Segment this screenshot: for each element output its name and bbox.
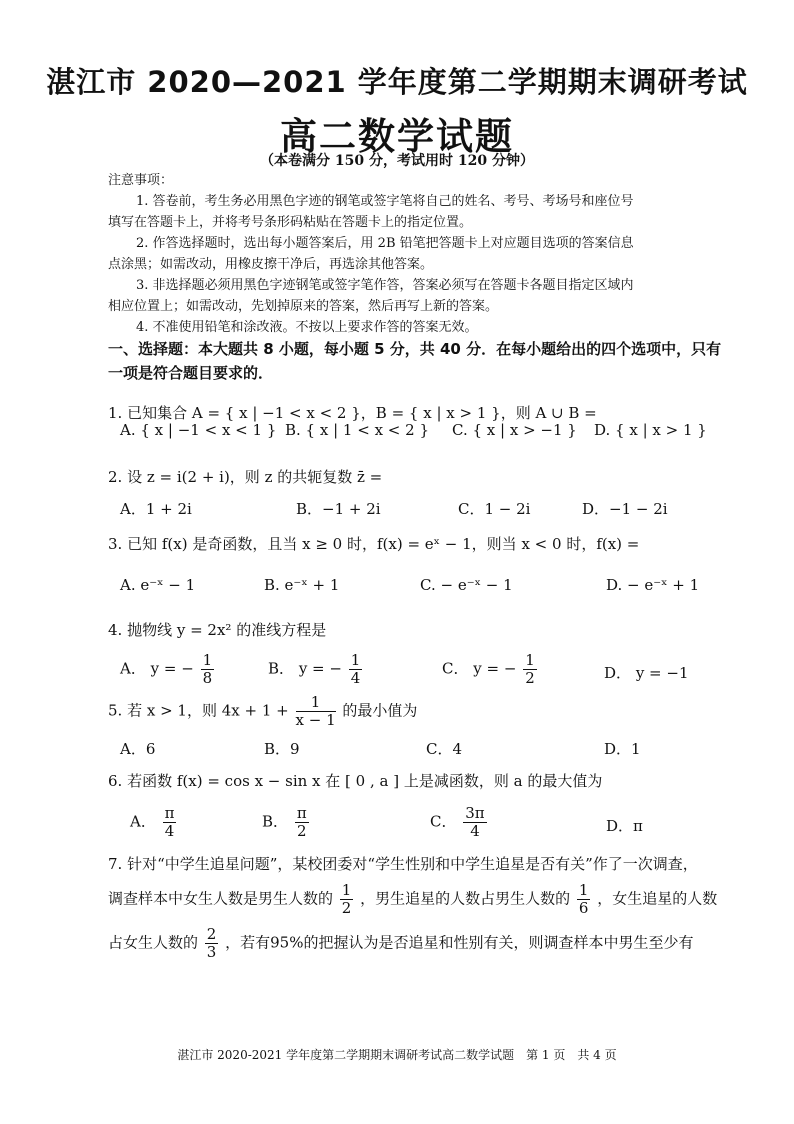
numerator: 3π	[465, 804, 485, 822]
question-2-stem: 2. 设 z = i(2 + i)，则 z 的共轭复数 z̄ =	[108, 468, 383, 486]
denominator: 4	[350, 669, 361, 687]
numerator: 2	[206, 925, 217, 943]
exam-title: 湛江市 2020—2021 学年度第二学期期末调研考试	[46, 65, 748, 99]
q2-option-c: C．1 − 2i	[458, 500, 531, 518]
stem-text: ，女生追星的人数	[597, 889, 718, 908]
q1-option-b: B. { x | 1 < x < 2 }	[285, 421, 429, 439]
option-letter: A．	[130, 812, 156, 831]
question-5-stem	[108, 694, 417, 729]
q3-option-b: B. e⁻ˣ + 1	[264, 576, 340, 594]
q6-option-c	[430, 805, 489, 840]
question-3-stem: 3. 已知 f(x) 是奇函数，且当 x ≥ 0 时，f(x) = eˣ − 1，则当 x < 0 时，f(x) =	[108, 535, 640, 553]
option-letter: C．	[430, 812, 457, 831]
notice-line: 2. 作答选择题时，选出每小题答案后，用 2B 铅笔把答题卡上对应题目选项的答案信息	[136, 236, 634, 251]
q5-option-b: B．9	[264, 740, 300, 758]
option-expr: y = −1	[635, 664, 689, 682]
fraction	[577, 882, 591, 917]
option-letter: A．	[120, 659, 146, 678]
q1-option-d: D. { x | x > 1 }	[594, 421, 707, 439]
fraction	[205, 926, 219, 961]
stem-text: 5. 若 x > 1，则 4x + 1 +	[108, 701, 289, 720]
denominator: 6	[578, 899, 589, 917]
q6-option-a	[130, 805, 178, 840]
section-heading: 一、选择题：本大题共 8 小题，每小题 5 分，共 40 分．在每小题给出的四个选项中，只有	[108, 340, 722, 358]
q1-option-c: C. { x | x > −1 }	[452, 421, 577, 439]
notice-line: 填写在答题卡上，并将考号条形码粘贴在答题卡上的指定位置。	[108, 215, 473, 230]
denominator: 2	[525, 669, 535, 687]
numerator: π	[296, 804, 307, 822]
q3-option-c: C. − e⁻ˣ − 1	[420, 576, 513, 594]
option-letter: B．	[268, 659, 295, 678]
fraction	[163, 805, 177, 840]
numerator: 1	[578, 881, 589, 899]
fraction	[523, 652, 537, 687]
denominator: 4	[470, 822, 480, 840]
numerator: 1	[341, 881, 352, 899]
notice-line: 1. 答卷前，考生务必用黑色字迹的钢笔或签字笔将自己的姓名、考号、考场号和座位号	[136, 194, 634, 209]
numerator: 1	[202, 651, 213, 669]
denominator: 8	[202, 669, 213, 687]
subject-title: 高二数学试题	[280, 115, 514, 158]
stem-text: ，若有95%的把握认为是否追星和性别有关，则调查样本中男生至少有	[225, 933, 694, 952]
q6-option-b	[262, 805, 311, 840]
question-1-stem: 1. 已知集合 A = { x | −1 < x < 2 }，B = { x | x > 1 }，则 A ∪ B =	[108, 404, 597, 422]
notice-line: 点涂黑；如需改动，用橡皮擦干净后，再选涂其他答案。	[108, 257, 434, 272]
numerator: 1	[525, 651, 535, 669]
notice-line: 相应位置上；如需改动，先划掉原来的答案，然后再写上新的答案。	[108, 299, 499, 314]
q3-option-a: A. e⁻ˣ − 1	[120, 576, 196, 594]
fraction	[201, 652, 215, 687]
notice-line: 4. 不准使用铅笔和涂改液。不按以上要求作答的答案无效。	[136, 320, 478, 335]
q4-option-a	[120, 652, 216, 687]
question-6-stem: 6. 若函数 f(x) = cos x − sin x 在 [ 0 , a ] 上是减函数，则 a 的最大值为	[108, 772, 603, 790]
q4-option-c	[442, 652, 539, 687]
q4-option-b	[268, 652, 364, 687]
denominator: 4	[164, 822, 175, 840]
q2-option-b: B．−1 + 2i	[296, 500, 381, 518]
q6-option-d: D．π	[606, 817, 643, 835]
q5-option-a: A．6	[120, 740, 156, 758]
option-expr: y = −	[298, 659, 342, 678]
denominator: x − 1	[295, 711, 336, 729]
option-letter: D．	[604, 664, 632, 682]
q1-option-a: A. { x | −1 < x < 1 }	[120, 421, 277, 439]
q5-option-d: D．1	[604, 740, 641, 758]
question-7-line3	[108, 926, 693, 961]
notice-line: 3. 非选择题必须用黑色字迹钢笔或签字笔作答，答案必须写在答题卡各题目指定区域内	[136, 278, 634, 293]
stem-text: 的最小值为	[342, 701, 418, 720]
option-expr: y = −	[473, 659, 517, 678]
stem-text: 调查样本中女生人数是男生人数的	[108, 889, 334, 908]
numerator: 1	[296, 694, 336, 712]
fraction	[349, 652, 363, 687]
option-letter: C．	[442, 659, 469, 678]
option-letter: B．	[262, 812, 289, 831]
question-7-line2	[108, 882, 717, 917]
option-expr: y = −	[150, 659, 194, 678]
denominator: 2	[341, 899, 352, 917]
q5-option-c: C．4	[426, 740, 463, 758]
stem-text: ，男生追星的人数占男生人数的	[360, 889, 571, 908]
fraction	[340, 882, 354, 917]
fraction	[295, 805, 309, 840]
denominator: 3	[206, 943, 217, 961]
numerator: π	[164, 804, 175, 822]
denominator: 2	[296, 822, 307, 840]
fraction	[463, 805, 486, 840]
question-7-line1: 7. 针对“中学生追星问题”，某校团委对“学生性别和中学生追星是否有关”作了一次调查，	[108, 855, 698, 873]
q3-option-d: D. − e⁻ˣ + 1	[606, 576, 700, 594]
section-heading-cont: 一项是符合题目要求的．	[108, 364, 274, 382]
question-4-stem: 4. 抛物线 y = 2x² 的准线方程是	[108, 621, 327, 639]
stem-text: 占女生人数的	[108, 933, 199, 952]
notice-heading: 注意事项：	[108, 173, 174, 188]
exam-info: （本卷满分 150 分，考试用时 120 分钟）	[260, 153, 534, 169]
numerator: 1	[350, 651, 361, 669]
q2-option-a: A．1 + 2i	[120, 500, 192, 518]
q2-option-d: D．−1 − 2i	[582, 500, 668, 518]
q4-option-d	[604, 662, 689, 683]
page-footer: 湛江市 2020-2021 学年度第二学期期末调研考试高二数学试题 第 1 页 共 4 页	[177, 1048, 617, 1062]
fraction	[296, 694, 336, 729]
